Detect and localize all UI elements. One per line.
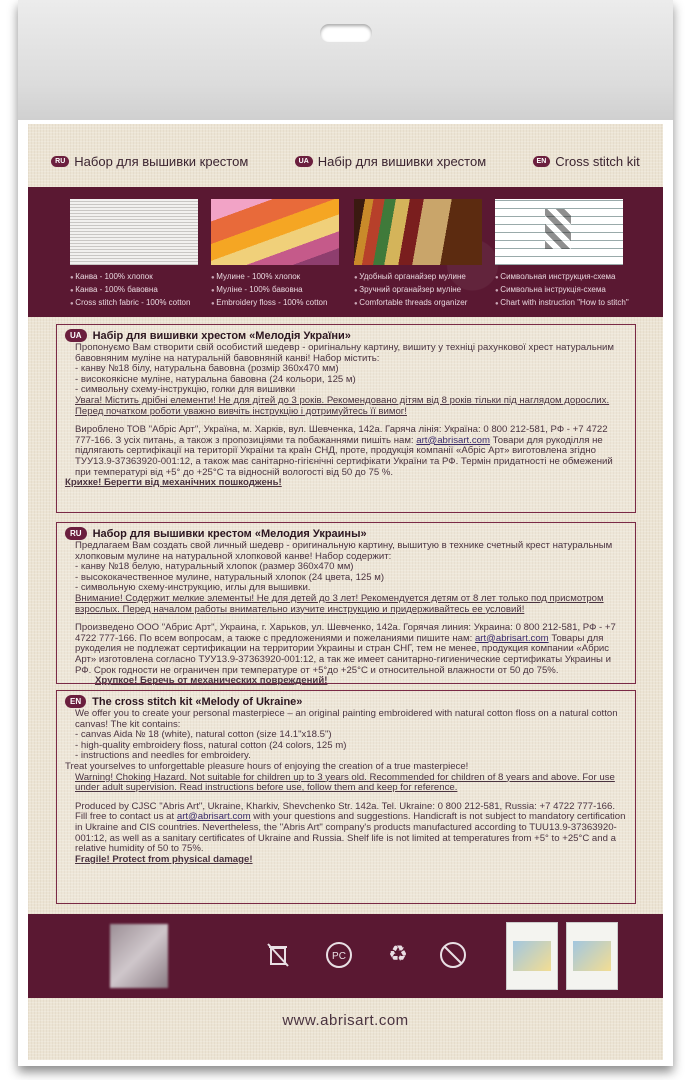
en-item: - high-quality embroidery floss, natural cotton (24 colors, 125 m) — [75, 739, 347, 751]
section-ru — [56, 522, 636, 687]
ua-maker-b: Товари для рукоділля не підлягають сертифікації на території України та країн СНД, проте, продукція компанії «Абріс Арт» виготовлена згідно ТУУ13.9-37363920-001:12, а також має санітарно-гігієнічні сертифікати України та РФ. Термін придатності не обмежений при температурі від +5° до +25°С та відносній вологості від 50 до 75 %. — [75, 434, 613, 478]
feature-organizer — [354, 271, 494, 310]
chart-photo — [495, 199, 623, 265]
ua-maker — [65, 425, 629, 478]
en-maker — [65, 802, 629, 855]
header-ru-title: Набор для вышивки крестом — [74, 154, 249, 169]
ua-item: - високоякісне муліне, натуральна бавовна (24 кольори, 125 м) — [75, 373, 356, 385]
feature-line: ● Comfortable threads organizer — [354, 297, 494, 310]
hang-hole — [320, 24, 372, 42]
certificate-image — [566, 922, 618, 990]
package-back — [28, 124, 663, 1060]
hang-tab — [18, 0, 673, 120]
feature-line: ● Символьна інструкція-схема — [495, 284, 655, 297]
barcode-blurred — [110, 924, 168, 988]
en-warning: Warning! Choking Hazard. Not suitable for children up to 3 years old. Recommended for children of 8 years and above. For use under adult supervision. Read instructions before use, follow them and keep for reference. — [75, 771, 615, 794]
floss-photo — [211, 199, 339, 265]
ua-email-link[interactable]: art@abrisart.com — [416, 434, 490, 446]
ru-fragile: Хрупкое! Беречь от механических повреждений! — [95, 675, 328, 687]
ua-maker-a: Виробленo ТОВ "Абріс Арт", Україна, м. Харків, вул. Шевченка, 142а. Гаряча лінія: Україна: 0 800 212-581, РФ - +7 4722 777-166. З усіх питань, а також з пропозиціями та побажаннями пишіть нам: — [75, 424, 608, 446]
section-ua-body — [57, 343, 635, 489]
ru-item: - высококачественное мулине, натуральный хлопок (24 цвета, 125 м) — [75, 571, 385, 583]
feature-line: ● Удобный органайзер мулине — [354, 271, 494, 284]
feature-line: ● Символьная инструкция-схема — [495, 271, 655, 284]
ua-item: - канву №18 білу, натуральна бавовна (розмір 360х470 мм) — [75, 363, 339, 375]
section-ua-title — [57, 325, 635, 343]
certification-mark-icon — [324, 940, 352, 968]
section-en-title — [57, 691, 635, 709]
section-en-body — [57, 709, 635, 865]
en-item: - canvas Aida № 18 (white), natural cotton (size 14.1"x18.5") — [75, 729, 332, 741]
feature-canvas — [70, 271, 210, 310]
kit-package — [18, 0, 673, 1066]
header-ru — [51, 154, 248, 169]
ru-maker-a: Произведено ООО "Абрис Арт", Украина, г. Харьков, ул. Шевченко, 142а. Горячая линия: Украина: 0 800 212-581, РФ - +7 4722 777-166. По всем вопросам, а также с предложениями и пожеланиями пишите нам: — [75, 622, 616, 644]
organizer-photo — [354, 199, 482, 265]
en-badge: EN — [65, 695, 86, 708]
en-item: - instructions and needles for embroidery. — [75, 750, 251, 762]
feature-line: ● Канва - 100% хлопок — [70, 271, 210, 284]
ua-badge: UA — [65, 329, 87, 342]
recycle-icon: ♻ — [388, 941, 408, 966]
ua-fragile: Крихке! Берегти від механічних пошкоджень! — [65, 477, 282, 489]
header-en — [533, 154, 640, 169]
trash-bin-icon — [264, 940, 292, 968]
ru-title-text: Набор для вышивки крестом «Мелодия Украины» — [92, 527, 367, 540]
ua-item: - символьну схему-інструкцію, голки для вишивки — [75, 384, 296, 396]
en-maker-a: Produced by CJSC "Abris Art", Ukraine, Kharkiv, Shevchenko Str. 142a. Tel. Ukraine: 0 800 212-581, Russia: +7 4722 777-166. Fill free to contact us at — [75, 800, 616, 823]
language-header — [28, 154, 663, 169]
ua-warning: Увага! Містить дрібні елементи! Не для дітей до 3 років. Рекомендовано дітям від 8 років тільки під наглядом дорослих. Перед початком роботи уважно вивчіть інструкцію і дотримуйтесь її вимог! — [75, 394, 610, 417]
header-ua — [295, 154, 487, 169]
website-url[interactable]: www.abrisart.com — [282, 1012, 409, 1029]
canvas-photo — [70, 199, 198, 265]
feature-line: ● Мулине - 100% хлопок — [211, 271, 351, 284]
header-ua-title: Набір для вишивки хрестом — [317, 154, 487, 169]
header-en-title: Cross stitch kit — [555, 154, 640, 169]
feature-line: ● Канва - 100% бавовна — [70, 284, 210, 297]
en-fragile: Fragile! Protect from physical damage! — [75, 853, 253, 865]
en-maker-b: with your questions and suggestions. Handicraft is not subject to mandatory certification in Ukraine and CIS countries. Nevertheless, the "Abris Art" company's products manufactured according to TUU13.9-37363920-001:12, as well as a sanitary certificates of Ukraine and Russia. Shelf life is not limited at temperatures from +5° to +25°C and a relative humidity of 50 to 75%. — [75, 811, 626, 855]
section-ua — [56, 324, 636, 513]
feature-line: ● Зручний органайзер муліне — [354, 284, 494, 297]
section-ru-body — [57, 541, 635, 687]
en-email-link[interactable]: art@abrisart.com — [176, 811, 251, 823]
feature-line: ● Муліне - 100% бавовна — [211, 284, 351, 297]
ru-badge: RU — [65, 527, 87, 540]
feature-floss — [211, 271, 351, 310]
ru-item: - символьную схему-инструкцию, иглы для вышивки. — [75, 582, 311, 594]
ua-badge: UA — [295, 156, 313, 167]
section-en — [56, 690, 636, 904]
en-intro: We offer you to create your personal masterpiece – an original painting embroidered with natural cotton floss on a natural cotton canvas! The kit contains: — [75, 708, 618, 730]
en-treat: Treat yourselves to unforgettable pleasure hours of enjoying the creation of a true masterpiece! — [65, 760, 469, 772]
svg-text:PC: PC — [332, 951, 346, 962]
ua-intro: Пропонуємо Вам створити свій особистий шедевр - оригінальну картину, вишиту у техніці рахункової хрест натуральним бавовняним муліне на натуральній бавовняній канві! Набор містить: — [75, 342, 614, 364]
en-badge: EN — [533, 156, 551, 167]
ru-maker-b: Товары для рукоделия не подлежат сертификации на территории Украины и стран СНГ, тем не менее, продукция компании «Абрис Арт» изготовлена согласно ТУУ13.9-37363920-001:12, а так же имеет санитарно-гигиенические сертификаты Украины и РФ. Срок годности не ограничен при температуре от +5°до +25°С и относительной влажности от 50 до 75%. — [75, 632, 611, 676]
ru-badge: RU — [51, 156, 69, 167]
features-band — [28, 187, 663, 317]
certificate-image — [506, 922, 558, 990]
feature-line: ● Embroidery floss - 100% cotton — [211, 297, 351, 310]
feature-chart — [495, 271, 655, 310]
footer-band — [28, 914, 663, 998]
feature-line: ● Chart with instruction "How to stitch" — [495, 297, 655, 310]
ru-intro: Предлагаем Вам создать свой личный шедевр - оригинальную картину, вышитую в технике счетный крест натуральным хлопковым мулине на натуральной хлопковой канве! Набор содержит: — [75, 540, 613, 562]
age-0-3-warning-icon — [438, 940, 466, 968]
ru-email-link[interactable]: art@abrisart.com — [474, 632, 549, 644]
ru-item: - канву №18 белую, натуральный хлопок (размер 360х470 мм) — [75, 561, 354, 573]
ru-maker — [65, 623, 629, 676]
en-title-text: The cross stitch kit «Melody of Ukraine» — [92, 695, 303, 708]
ua-title-text: Набір для вишивки хрестом «Мелодія України» — [92, 329, 351, 342]
feature-line: ● Cross stitch fabric - 100% cotton — [70, 297, 210, 310]
section-ru-title — [57, 523, 635, 541]
ru-warning: Внимание! Содержит мелкие элементы! Не для детей до 3 лет! Рекомендуется детям от 8 лет только под присмотром взрослых. Перед началом работы внимательно изучите инструкцию и придерживайтесь ее условий! — [75, 592, 604, 615]
